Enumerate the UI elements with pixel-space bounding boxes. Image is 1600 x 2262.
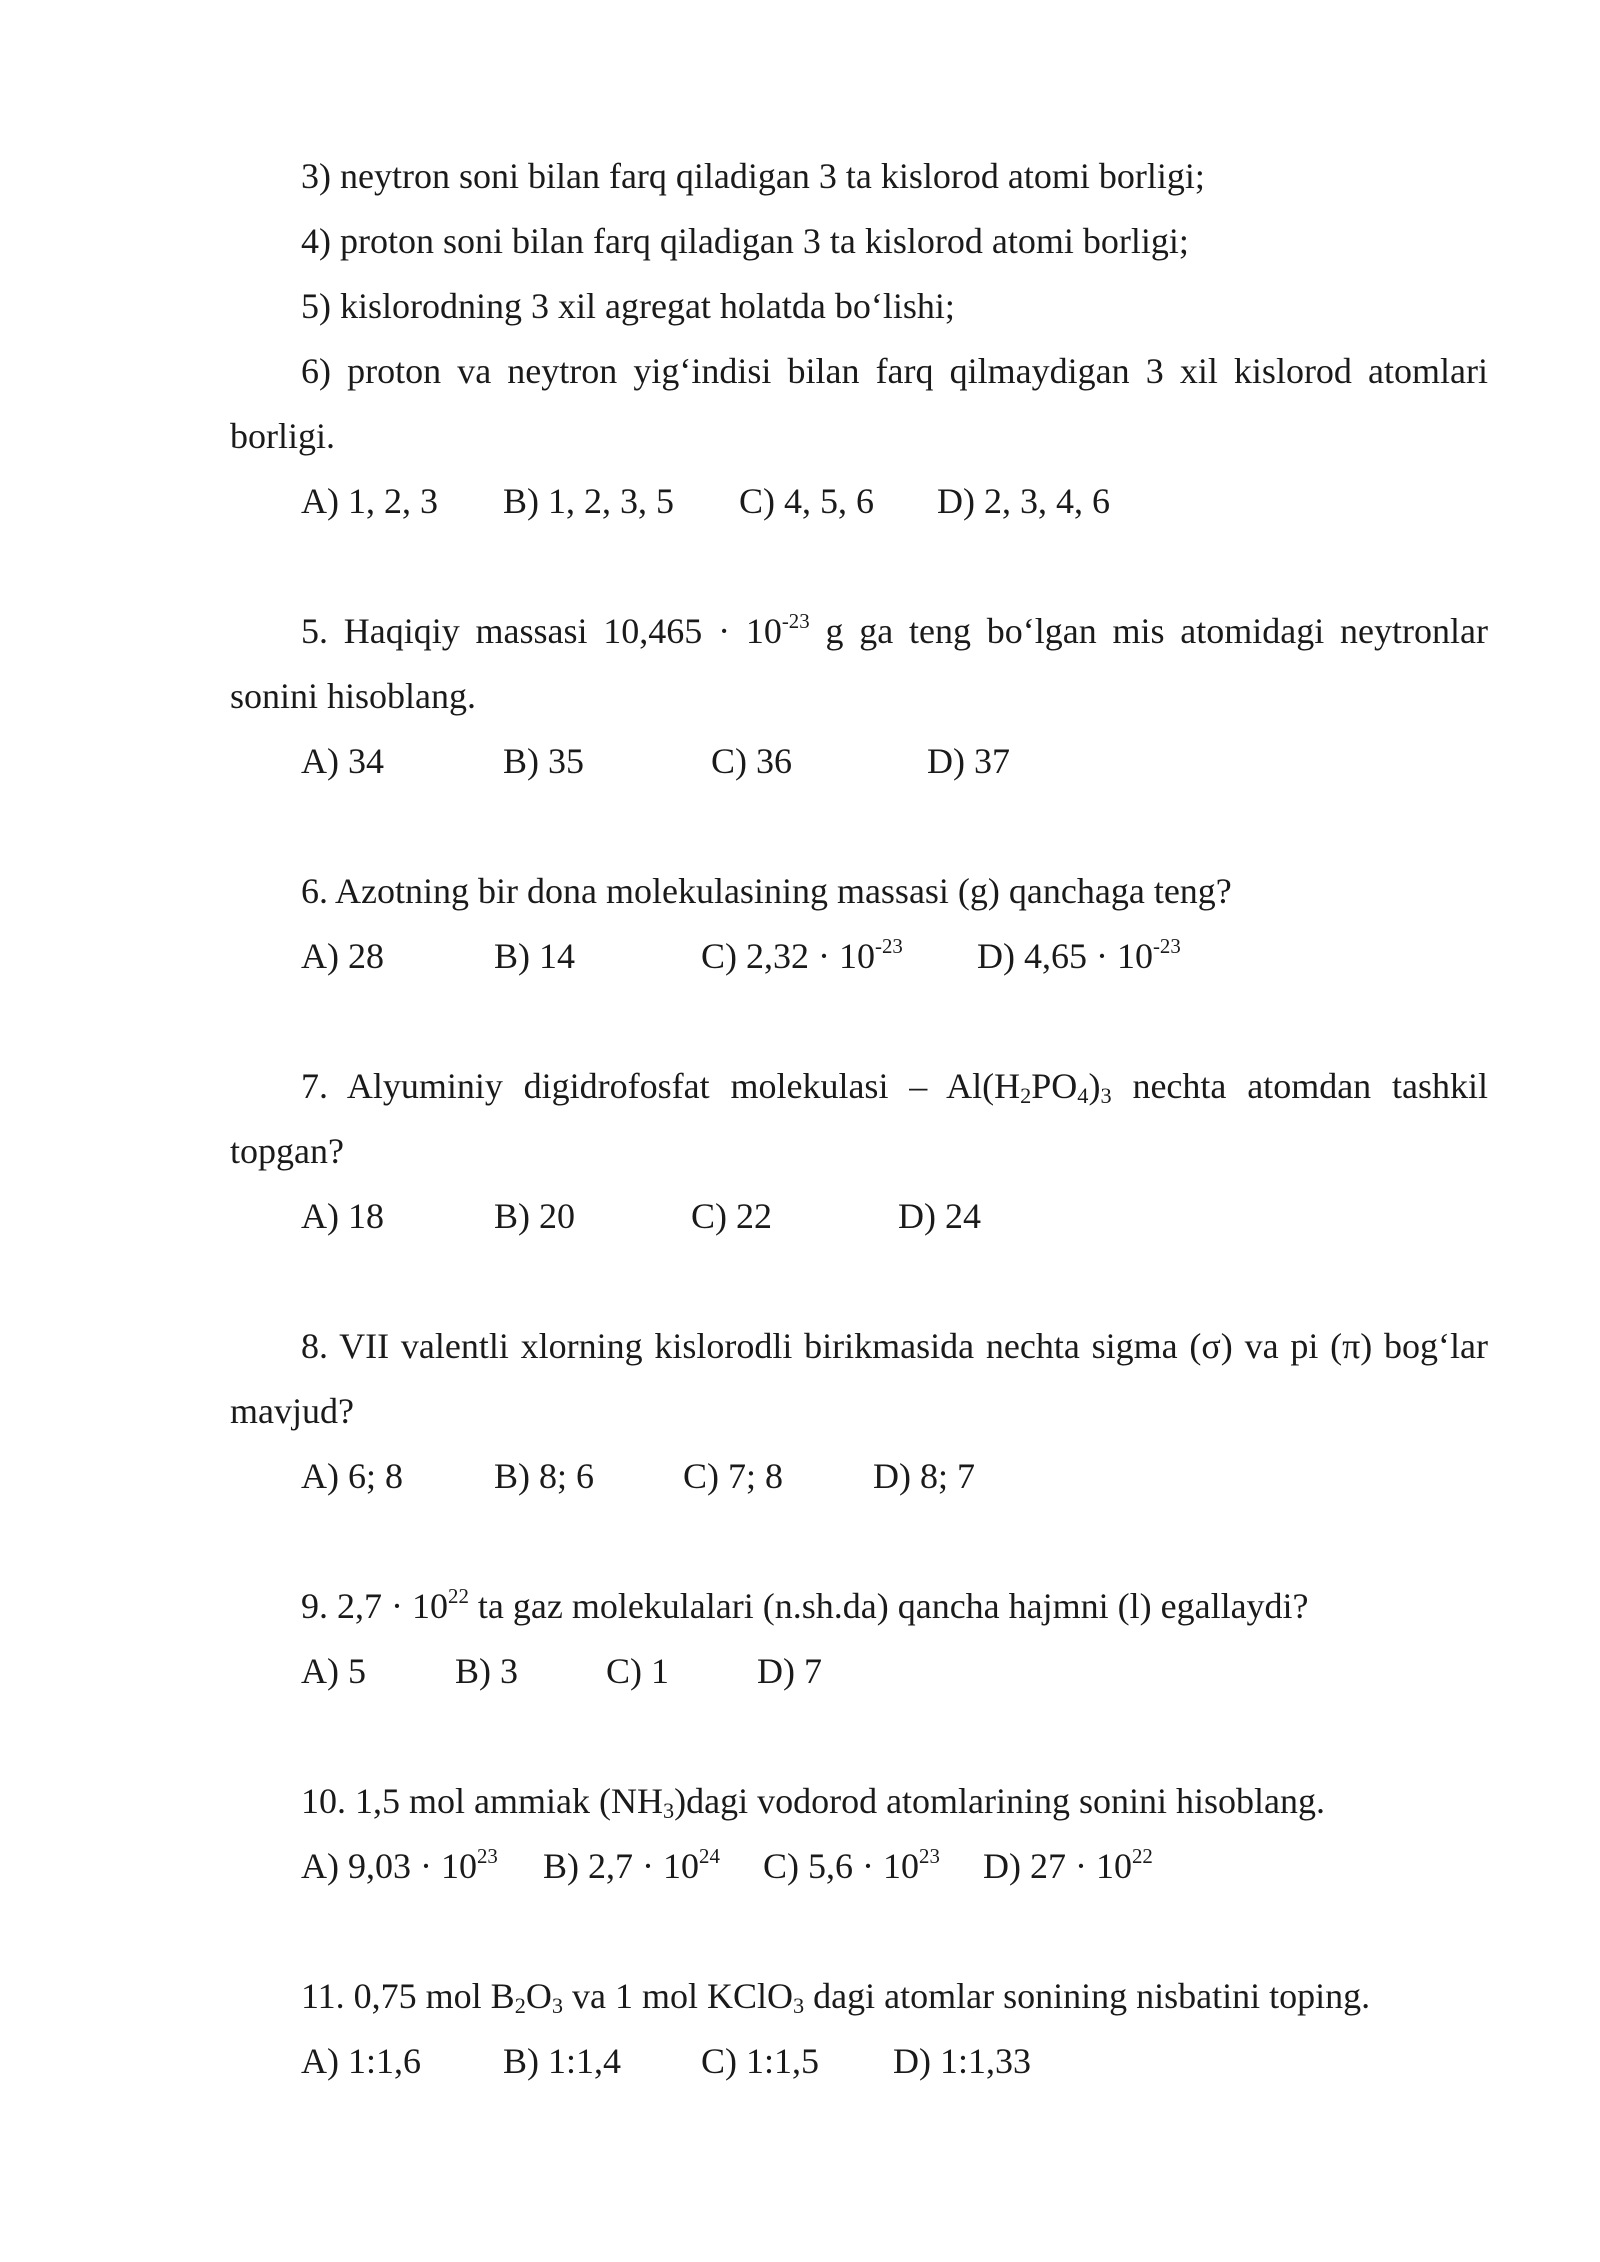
- q4-item-3: 3) neytron soni bilan farq qiladigan 3 ta kislorod atomi borligi;: [301, 156, 1205, 196]
- q5-text-a: 5. Haqiqiy massasi 10,465 · 10: [301, 611, 782, 651]
- q10-option-b-exponent: 24: [699, 1843, 720, 1868]
- q11-sub-3: 3: [793, 1992, 805, 2018]
- q7-text-b: nechta atomdan tashkil: [1111, 1066, 1488, 1106]
- q7-sub-1: 2: [1020, 1082, 1032, 1108]
- q6-option-c-base: C) 2,32 · 10: [701, 936, 875, 976]
- q5-option-b: B) 35: [503, 741, 584, 781]
- q10-option-a-exponent: 23: [476, 1843, 498, 1868]
- q7-sub-3: 3: [1100, 1082, 1112, 1108]
- q4-option-b: B) 1, 2, 3, 5: [503, 481, 674, 521]
- q6-option-a: A) 28: [301, 936, 384, 976]
- q9-option-c: C) 1: [606, 1651, 669, 1691]
- q10-question: [301, 1781, 1326, 1823]
- q4-item-6-line-1: 6) proton va neytron yig‘indisi bilan farq qilmaydigan 3 xil kislorod atomlari: [301, 351, 1488, 391]
- q11-question: [301, 1976, 1371, 2018]
- q8-option-d: D) 8; 7: [873, 1456, 975, 1496]
- q10-option-c-exponent: 23: [919, 1843, 940, 1868]
- q11-option-d: D) 1:1,33: [893, 2041, 1031, 2081]
- q4-option-d: D) 2, 3, 4, 6: [937, 481, 1110, 521]
- q10-option-d: [983, 1843, 1153, 1886]
- q7-text-a: 7. Alyuminiy digidrofosfat molekulasi – Al(H: [301, 1066, 1021, 1106]
- q10-text-a: 10. 1,5 mol ammiak (NH: [301, 1781, 663, 1821]
- q6-question: 6. Azotning bir dona molekulasining massasi (g) qanchaga teng?: [301, 871, 1232, 911]
- q4-item-5: 5) kislorodning 3 xil agregat holatda bo‘lishi;: [301, 286, 955, 326]
- q8-question-line-2: mavjud?: [230, 1391, 354, 1431]
- q10-option-b: [543, 1843, 720, 1886]
- q7-mid-2: ): [1088, 1066, 1101, 1106]
- q11-option-c: C) 1:1,5: [701, 2041, 820, 2081]
- q5-question-line-1: [301, 608, 1488, 651]
- q10-option-d-base: D) 27 · 10: [983, 1846, 1132, 1886]
- q5-question-line-2: sonini hisoblang.: [230, 676, 477, 716]
- q5-option-c: C) 36: [711, 741, 792, 781]
- q6-option-d: [977, 933, 1181, 976]
- q11-sub-1: 2: [514, 1992, 526, 2018]
- q7-option-b: B) 20: [494, 1196, 575, 1236]
- q9-option-d: D) 7: [757, 1651, 822, 1691]
- q11-text-b: dagi atomlar sonining nisbatini toping.: [804, 1976, 1371, 2016]
- q6-option-c-exponent: -23: [875, 933, 903, 958]
- q11-option-a: A) 1:1,6: [301, 2041, 421, 2081]
- q11-sub-2: 3: [551, 1992, 563, 2018]
- q10-text-b: )dagi vodorod atomlarining sonini hisoblang.: [674, 1781, 1326, 1821]
- q9-question: [301, 1583, 1309, 1626]
- q10-option-c: [763, 1843, 940, 1886]
- q4-option-a: A) 1, 2, 3: [301, 481, 438, 521]
- q10-option-a-base: A) 9,03 · 10: [301, 1846, 477, 1886]
- q7-option-a: A) 18: [301, 1196, 384, 1236]
- q5-exponent: -23: [781, 608, 810, 633]
- q8-option-a: A) 6; 8: [301, 1456, 403, 1496]
- q8-question-line-1: 8. VII valentli xlorning kislorodli birikmasida nechta sigma (σ) va pi (π) bog‘lar: [301, 1326, 1488, 1366]
- q10-option-d-exponent: 22: [1131, 1843, 1153, 1868]
- q9-option-a: A) 5: [301, 1651, 366, 1691]
- q7-mid-1: PO: [1031, 1066, 1078, 1106]
- q6-option-d-base: D) 4,65 · 10: [977, 936, 1153, 976]
- q10-option-c-base: C) 5,6 · 10: [763, 1846, 919, 1886]
- q6-option-c: [701, 933, 903, 976]
- q4-item-6-line-2: borligi.: [230, 416, 335, 456]
- q8-option-b: B) 8; 6: [494, 1456, 595, 1496]
- q7-option-c: C) 22: [691, 1196, 772, 1236]
- q9-option-b: B) 3: [455, 1651, 518, 1691]
- q11-option-b: B) 1:1,4: [503, 2041, 622, 2081]
- q6-option-d-exponent: -23: [1152, 933, 1181, 958]
- q8-option-c: C) 7; 8: [683, 1456, 784, 1496]
- q7-option-d: D) 24: [898, 1196, 981, 1236]
- q7-question-line-2: topgan?: [230, 1131, 344, 1171]
- q5-option-d: D) 37: [927, 741, 1010, 781]
- q5-text-b: g ga teng bo‘lgan mis atomidagi neytronlar: [809, 611, 1488, 651]
- q6-option-b: B) 14: [494, 936, 575, 976]
- q9-exponent: 22: [448, 1583, 469, 1608]
- q10-option-a: [301, 1843, 498, 1886]
- q9-text-b: ta gaz molekulalari (n.sh.da) qancha hajmni (l) egallaydi?: [468, 1586, 1309, 1626]
- q11-text-a: 11. 0,75 mol B: [301, 1976, 515, 2016]
- q7-question-line-1: [301, 1066, 1488, 1108]
- q11-mid-2: va 1 mol KClO: [563, 1976, 793, 2016]
- q5-option-a: A) 34: [301, 741, 384, 781]
- q9-text-a: 9. 2,7 · 10: [301, 1586, 448, 1626]
- q4-item-4: 4) proton soni bilan farq qiladigan 3 ta kislorod atomi borligi;: [301, 221, 1189, 261]
- q10-option-b-base: B) 2,7 · 10: [543, 1846, 699, 1886]
- q11-mid-1: O: [525, 1976, 552, 2016]
- q4-option-c: C) 4, 5, 6: [739, 481, 874, 521]
- q10-subscript: 3: [662, 1797, 675, 1823]
- q7-sub-2: 4: [1077, 1082, 1089, 1108]
